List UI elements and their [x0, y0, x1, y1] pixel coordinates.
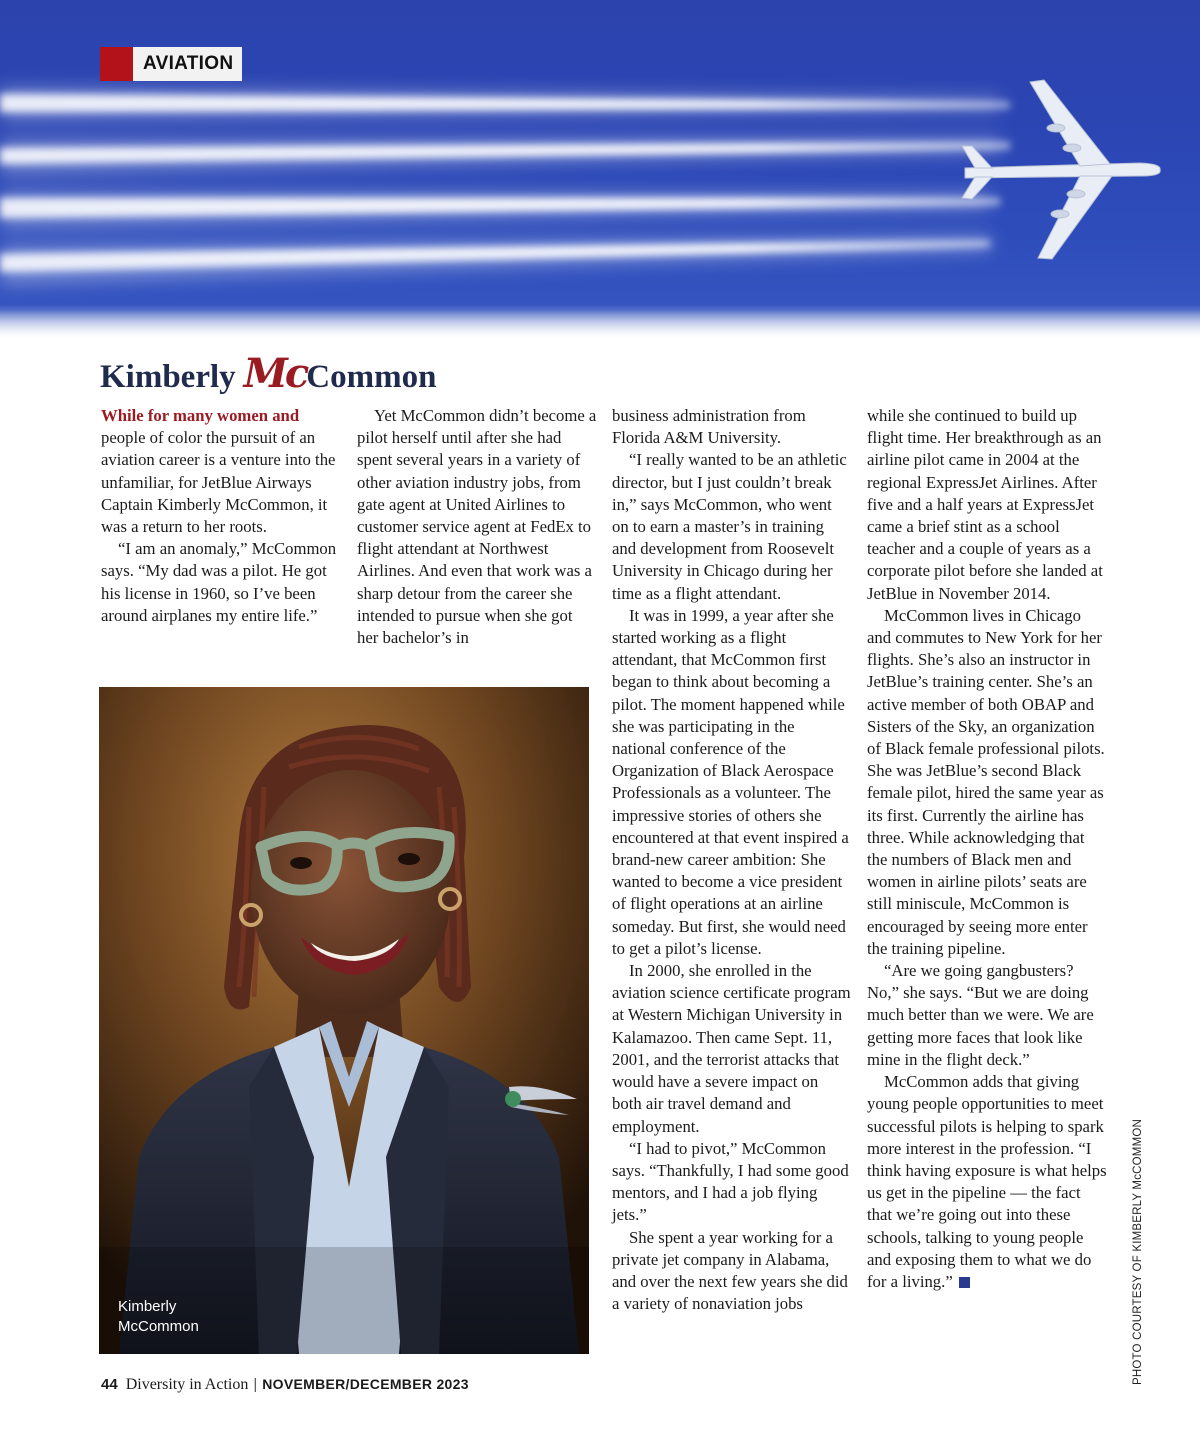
paragraph: “I really wanted to be an athletic director, but I just couldn’t break in,” says McCommon, who went on to earn a master’s in training and development from Roosevelt University in Chicago during her time as a flight attendant.: [612, 450, 847, 603]
paragraph: McCommon lives in Chicago and commutes to New York for her flights. She’s also an instructor in JetBlue’s training center. She’s an active member of both OBAP and Sisters of the Sky, an organization of Black female professional pilots. She was JetBlue’s second Black female pilot, hired the same year as its first. Currently the airline has three. While acknowledging that the numbers of Black men and women in airline pilots’ seats are still miniscule, McCommon is encouraged by seeing more enter the training pipeline.: [867, 605, 1105, 958]
photo-credit: PHOTO COURTESY OF KIMBERLY McCOMMON: [1132, 1119, 1144, 1385]
paragraph: [101, 405, 341, 538]
paragraph: while she continued to build up flight time. Her breakthrough as an airline pilot came in 2004 at the regional ExpressJet Airlines. After five and a half years at ExpressJet came a brief stint as a school teacher and a couple of years as a corporate pilot before she landed at JetBlue in November 2014.: [867, 406, 1103, 603]
paragraph: business administration from Florida A&M University.: [612, 406, 806, 448]
portrait-photo: [99, 687, 589, 1354]
section-label: AVIATION: [133, 47, 242, 81]
paragraph: “I am an anomaly,” McCommon says. “My dad was a pilot. He got his license in 1960, so I’ve been around airplanes my entire life.”: [101, 539, 337, 625]
end-of-story-icon: [959, 1277, 970, 1288]
caption-line: Kimberly: [118, 1298, 177, 1315]
article-headline: [100, 350, 436, 398]
magazine-name: Diversity in Action: [125, 1376, 249, 1393]
paragraph: She spent a year working for a private jet company in Alabama, and over the next few years she did a variety of nonaviation jobs: [612, 1227, 848, 1314]
paragraph: In 2000, she enrolled in the aviation science certificate program at Western Michigan University in Kalamazoo. Then came Sept. 11, 2001, and the terrorist attacks that would have a severe impact on both air travel demand and employment.: [612, 961, 851, 1136]
article-column-1: [101, 405, 341, 627]
issue-date: NOVEMBER/DECEMBER 2023: [262, 1376, 469, 1392]
headline-first-name: Kimberly: [100, 359, 236, 395]
section-badge: [100, 47, 242, 81]
article-column-4: [867, 405, 1107, 1293]
paragraph: [867, 1071, 1107, 1293]
page-footer: [101, 1376, 469, 1398]
hero-bottom-fade: [0, 310, 1200, 338]
paragraph-text: people of color the pursuit of an aviation career is a venture into the unfamiliar, for JetBlue Airways Captain Kimberly McCommon, it was a return to her roots.: [101, 428, 336, 537]
headline-last-name: Common: [306, 359, 437, 395]
paragraph: “Are we going gangbusters? No,” she says. “But we are doing much better than we were. We are getting more faces that look like mine in the flight deck.”: [867, 961, 1094, 1069]
caption-line: McCommon: [118, 1318, 199, 1335]
article-column-3: [612, 405, 852, 1315]
footer-separator: |: [253, 1376, 258, 1393]
paragraph: Yet McCommon didn’t become a pilot herself until after she had spent several years in a variety of other aviation industry jobs, from gate agent at United Airlines to customer service agent at FedEx to flight attendant at Northwest Airlines. And even that work was a sharp detour from the career she intended to pursue when she got her bachelor’s in: [357, 406, 597, 648]
portrait-illustration: [99, 687, 589, 1354]
lead-in: While for many women and: [101, 406, 300, 425]
paragraph-text: McCommon adds that giving young people opportunities to meet successful pilots is helping to spark more interest in the profession. “I think having exposure is what helps us get in the pipeline — the fact that we’re going out into these schools, talking to young people and exposing them to what we do for a living.”: [867, 1072, 1107, 1291]
section-badge-swatch: [100, 47, 133, 81]
paragraph: It was in 1999, a year after she started working as a flight attendant, that McCommon first began to think about becoming a pilot. The moment happened while she was participating in the national conference of the Organization of Black Aerospace Professionals as a volunteer. The impressive stories of others she encountered at that event inspired a brand-new career ambition: She wanted to become a vice president of flight operations at an airline someday. But first, she would need to get a pilot’s license.: [612, 605, 849, 958]
article-column-2: [357, 405, 597, 649]
paragraph: “I had to pivot,” McCommon says. “Thankfully, I had some good mentors, and I had a job flying jets.”: [612, 1138, 849, 1225]
page-number: 44: [101, 1376, 118, 1393]
headline-initials: Mc: [243, 350, 307, 397]
photo-caption: [118, 1297, 318, 1337]
